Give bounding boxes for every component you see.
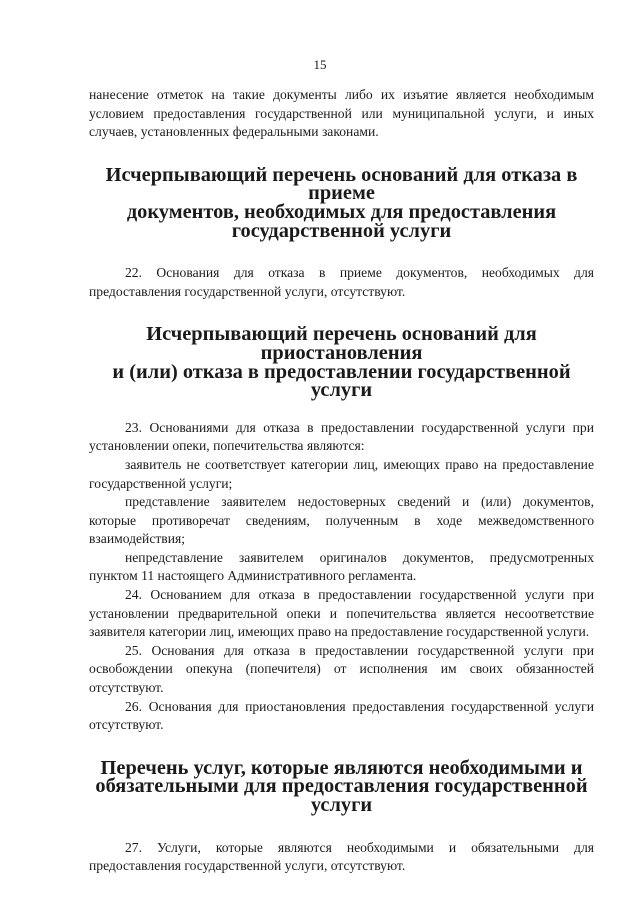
section-heading-refusal-acceptance bbox=[89, 163, 594, 242]
paragraph-22: 22. Основания для отказа в приеме документов, необходимых для предоставления государственной услуги, отсутствуют. bbox=[89, 265, 594, 299]
heading-line: Исчерпывающий перечень оснований для приостановления bbox=[146, 323, 537, 364]
paragraph-27: 27. Услуги, которые являются необходимыми и обязательными для предоставления государственной услуги, отсутствуют. bbox=[89, 839, 594, 874]
section-heading-suspension-refusal bbox=[89, 323, 594, 402]
heading-line: Исчерпывающий перечень оснований для отказа в приеме bbox=[105, 163, 578, 205]
paragraph-26: 26. Основания для приостановления предоставления государственной услуги отсутствуют. bbox=[89, 698, 594, 733]
heading-line: и (или) отказа в предоставлении государственной услуги bbox=[112, 360, 571, 402]
paragraph-25: 25. Основания для отказа в предоставлении государственной услуги при освобождении опекуна (попечителя) от исполнения им своих обязанностей отсутствуют. bbox=[89, 642, 594, 696]
section-heading-required-services bbox=[89, 756, 594, 816]
intro-paragraph: нанесение отметок на такие документы либо их изъятие является необходимым условием предоставления государственной или муниципальной услуги, и иных случаев, установленных федеральными законами. bbox=[89, 87, 594, 140]
heading-line: документов, необходимых для предоставления bbox=[126, 200, 557, 223]
heading-line: обязательными для предоставления государственной услуги bbox=[95, 775, 588, 816]
document-body bbox=[89, 86, 594, 876]
page-number: 15 bbox=[313, 57, 327, 72]
paragraph-23-item: представление заявителем недостоверных сведений и (или) документов, которые противоречат сведениям, полученным в ходе межведомственного взаимодействия; bbox=[89, 494, 594, 547]
paragraph-23-item: заявитель не соответствует категории лиц, имеющих право на предоставление государственной услуги; bbox=[89, 456, 594, 491]
paragraph-23-item: непредставление заявителем оригиналов документов, предусмотренных пунктом 11 настоящего Административного регламента. bbox=[89, 549, 594, 584]
heading-line: государственной услуги bbox=[231, 219, 452, 242]
paragraph-24: 24. Основанием для отказа в предоставлении государственной услуги при установлении предварительной опеки и попечительства является несоответствие заявителя категории лиц, имеющих право на предоставление государственной услуги. bbox=[89, 587, 594, 640]
paragraph-23: 23. Основаниями для отказа в предоставлении государственной услуги при установлении опеки, попечительства являются: bbox=[89, 419, 594, 454]
heading-line: Перечень услуг, которые являются необходимыми и bbox=[100, 756, 583, 779]
